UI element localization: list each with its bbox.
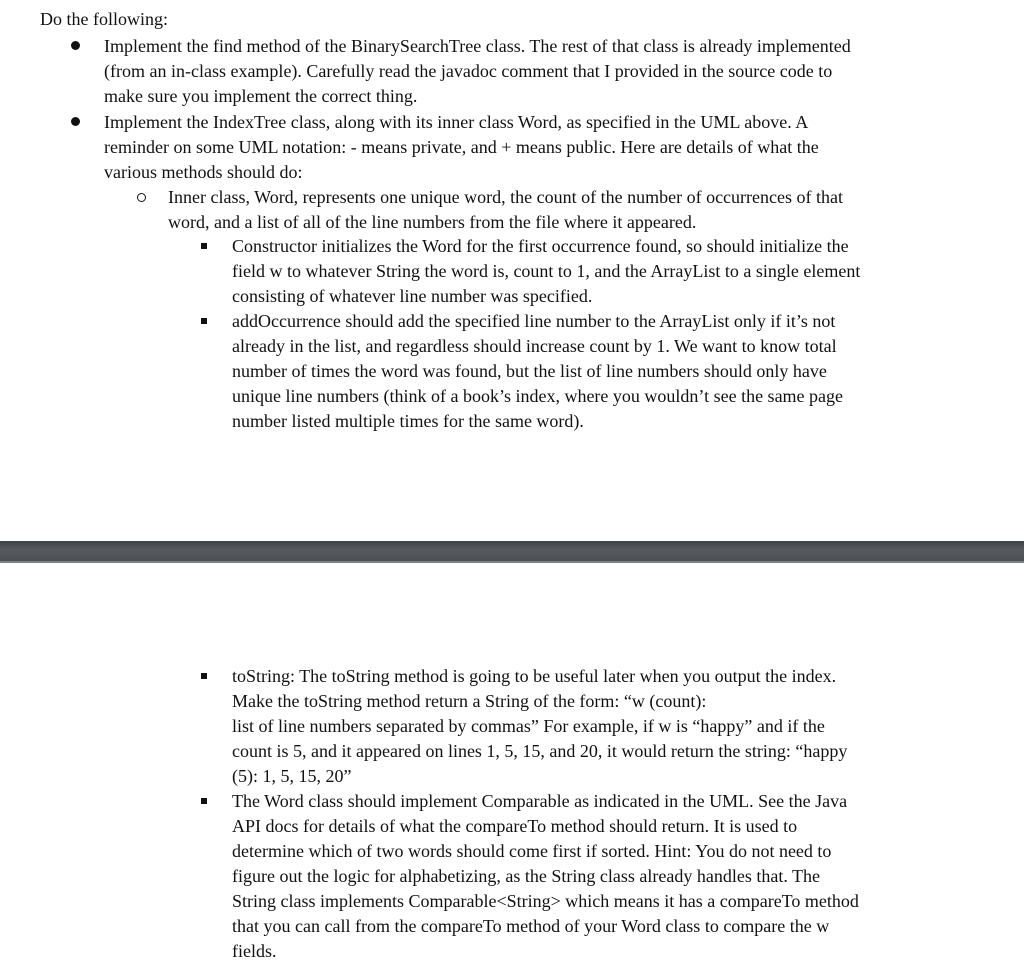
text-line: figure out the logic for alphabetizing, as the String class already handles that. The [232,866,820,886]
text-line: make sure you implement the correct thing. [104,86,418,106]
text-line: that you can call from the compareTo method of your Word class to compare the w [232,916,830,936]
text-line: field w to whatever String the word is, count to 1, and the ArrayList to a single element [232,261,861,281]
text-line: count is 5, and it appeared on lines 1, 5, 15, and 20, it would return the string: “happy [232,741,848,761]
text-line: already in the list, and regardless should increase count by 1. We want to know total [232,336,837,356]
text-line: addOccurrence should add the specified line number to the ArrayList only if it’s not [232,311,836,331]
bullet-item-indextree [104,110,819,185]
document-page-bottom [0,563,1024,961]
text-line: Make the toString method return a String of the form: “w (count): [232,691,707,711]
text-line: fields. [232,941,277,961]
square-item-addoccurrence [232,309,843,434]
text-line: Constructor initializes the Word for the first occurrence found, so should initialize the [232,236,849,256]
sub-bullet-word-class [168,185,843,235]
text-line: consisting of whatever line number was specified. [232,286,593,306]
text-line: number of times the word was found, but the list of line numbers should only have [232,361,827,381]
text-line: reminder on some UML notation: - means private, and + means public. Here are details of what the [104,137,819,157]
text-line: toString: The toString method is going to be useful later when you output the index. [232,666,837,686]
square-bullet [201,673,207,679]
circle-bullet [137,193,146,202]
text-line: word, and a list of all of the line numbers from the file where it appeared. [168,212,697,232]
text-line: API docs for details of what the compareTo method should return. It is used to [232,816,798,836]
text-line: The Word class should implement Comparable as indicated in the UML. See the Java [232,791,848,811]
text-line: Inner class, Word, represents one unique word, the count of the number of occurrences of that [168,187,843,207]
page-separator [0,541,1024,563]
text-line: determine which of two words should come first if sorted. Hint: You do not need to [232,841,832,861]
text-line: Implement the IndexTree class, along with its inner class Word, as specified in the UML above. A [104,112,809,132]
square-bullet [201,798,207,804]
square-bullet [201,243,207,249]
text-line: unique line numbers (think of a book’s index, where you wouldn’t see the same page [232,386,844,406]
square-item-constructor [232,234,860,309]
text-line: (5): 1, 5, 15, 20” [232,766,352,786]
bullet-dot [71,117,80,126]
text-line: list of line numbers separated by commas” For example, if w is “happy” and if the [232,716,825,736]
square-item-comparable [232,789,859,961]
square-bullet [201,318,207,324]
bullet-item-find-method [104,34,851,109]
text-line: Implement the find method of the BinarySearchTree class. The rest of that class is already implemented [104,36,851,56]
text-line: String class implements Comparable<String> which means it has a compareTo method [232,891,859,911]
bullet-dot [71,41,80,50]
section-heading: Do the following: [40,9,168,29]
square-item-tostring [232,664,847,789]
text-line: number listed multiple times for the same word). [232,411,584,431]
text-line: various methods should do: [104,162,303,182]
text-line: (from an in-class example). Carefully read the javadoc comment that I provided in the source code to [104,61,833,81]
